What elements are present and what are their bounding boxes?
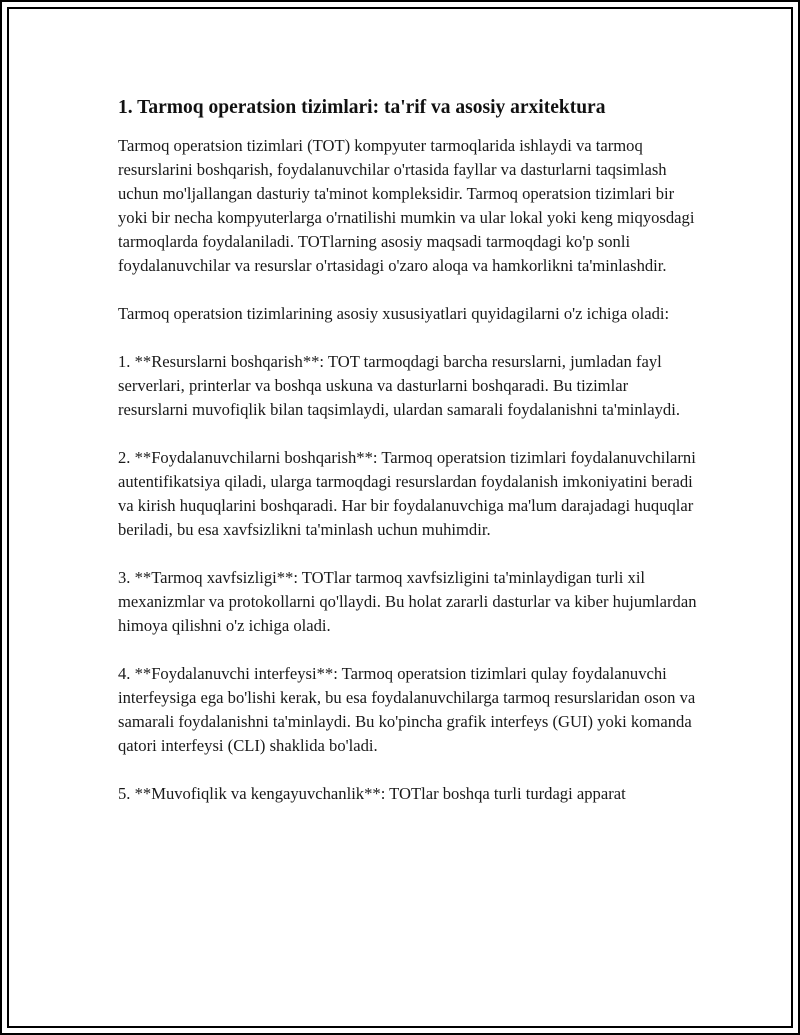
list-item-network-security: 3. **Tarmoq xavfsizligi**: TOTlar tarmoq xavfsizligini ta'minlaydigan turli xil mexanizmlar va protokollarni qo'llaydi. Bu holat zararli dasturlar va kiber hujumlardan himoya qilishni o'z ichiga oladi. xyxy=(118,568,697,635)
list-item-user-interface: 4. **Foydalanuvchi interfeysi**: Tarmoq operatsion tizimlari qulay foydalanuvchi interfeysiga ega bo'lishi kerak, bu esa foydalanuvchilarga tarmoq resurslaridan oson va samarali foydalanishni ta'minlaydi. Bu ko'pincha grafik interfeys (GUI) yoki komanda qatori interfeysi (CLI) shaklida bo'ladi. xyxy=(118,664,696,755)
list-item-resource-management: 1. **Resurslarni boshqarish**: TOT tarmoqdagi barcha resurslarni, jumladan fayl serverlari, printerlar va boshqa uskuna va dasturlarni boshqaradi. Bu tizimlar resurslarni muvofiqlik bilan taqsimlaydi, ulardan samarali foydalanishni ta'minlaydi. xyxy=(118,352,680,419)
document-body xyxy=(118,96,698,830)
list-item-user-management: 2. **Foydalanuvchilarni boshqarish**: Tarmoq operatsion tizimlari foydalanuvchilarni autentifikatsiya qiladi, ularga tarmoqdagi resurslardan foydalanish imkoniyatini beradi va kirish huquqlarini boshqaradi. Har bir foydalanuvchiga ma'lum darajadagi huquqlar beriladi, bu esa xavfsizlikni ta'minlash uchun muhimdir. xyxy=(118,448,696,539)
section-title: 1. Tarmoq operatsion tizimlari: ta'rif va asosiy arxitektura xyxy=(118,97,606,118)
paragraph-intro: Tarmoq operatsion tizimlari (TOT) kompyuter tarmoqlarida ishlaydi va tarmoq resurslarini boshqarish, foydalanuvchilar o'rtasida fayllar va dasturlarni taqsimlash uchun mo'ljallangan dasturiy ta'minot kompleksidir. Tarmoq operatsion tizimlari bir yoki bir necha kompyuterlarga o'rnatilishi mumkin va ular lokal yoki keng miqyosdagi tarmoqlarda foydalaniladi. TOTlarning asosiy maqsadi tarmoqdagi ko'p sonli foydalanuvchilar va resurslar o'rtasidagi o'zaro aloqa va hamkorlikni ta'minlashdir. xyxy=(118,136,695,275)
paragraph-features-lead: Tarmoq operatsion tizimlarining asosiy xususiyatlari quyidagilarni o'z ichiga oladi: xyxy=(118,304,670,323)
list-item-compatibility: 5. **Muvofiqlik va kengayuvchanlik**: TOTlar boshqa turli turdagi apparat xyxy=(118,784,626,803)
